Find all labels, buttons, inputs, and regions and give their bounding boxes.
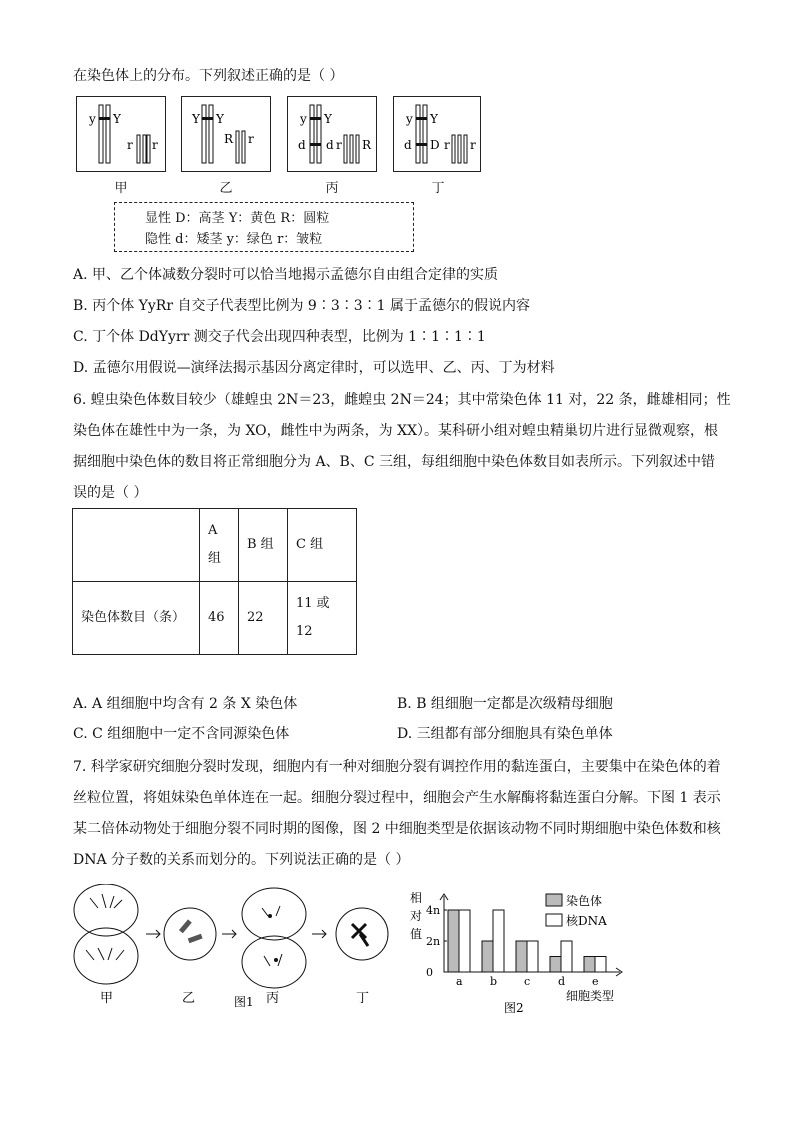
table-header-empty (73, 509, 200, 582)
allele-label: r (470, 138, 476, 152)
fig1-label-bing: 丙 (266, 991, 280, 1006)
figure-1-cell-division (68, 884, 398, 1014)
x-axis-label: 细胞类型 (566, 989, 615, 1003)
y-axis-label-2: 对 (410, 909, 423, 923)
allele-label: Y (113, 112, 121, 126)
y-tick-label: 4n (426, 904, 441, 917)
bar-a-1 (459, 910, 470, 972)
x-tick-label: c (524, 975, 531, 988)
bar-d-0 (550, 957, 561, 973)
legend-recessive: 隐性 d：矮茎 y：绿色 r：皱粒 (145, 232, 323, 247)
allele-label: R (362, 138, 372, 152)
legend-swatch-chromosome (546, 894, 562, 906)
allele-label: d (326, 138, 334, 152)
q6-option-b[interactable]: B. B 组细胞一定都是次级精母细胞 (397, 696, 613, 712)
allele-label: r (248, 132, 254, 146)
allele-label: d (404, 138, 412, 152)
q6-stem-line2: 染色体在雄性中为一条，为 XO，雌性中为两条，为 XX）。某科研小组对蝗虫精巢切片进行显微观察，根 (73, 423, 719, 439)
cell-jia-drawing (74, 884, 138, 984)
cell-yi-diagram (181, 96, 271, 172)
y-axis-label-1: 相 (410, 891, 423, 905)
q6-stem-line3: 据细胞中染色体的数目将正常细胞分为 A、B、C 三组，每组细胞中染色体数目如表所示。下列叙述中错 (73, 454, 716, 470)
table-header-a: A 组 (200, 509, 239, 582)
x-tick-label: b (490, 975, 498, 988)
allele-label: y (89, 112, 96, 126)
q7-stem-line4: DNA 分子数的关系而划分的。下列说法正确的是（ ） (73, 852, 410, 868)
fig1-label-yi: 乙 (182, 991, 196, 1006)
q5-option-d[interactable]: D. 孟德尔用假说—演绎法揭示基因分离定律时，可以选甲、乙、丙、丁为材料 (73, 360, 555, 376)
q5-option-a[interactable]: A. 甲、乙个体减数分裂时可以恰当地揭示孟德尔自由组合定律的实质 (73, 267, 499, 283)
allele-label: r (152, 138, 158, 152)
fig1-label-ding: 丁 (356, 991, 370, 1006)
q6-option-a[interactable]: A. A 组细胞中均含有 2 条 X 染色体 (73, 696, 298, 712)
allele-label: Y (216, 112, 224, 126)
chromosome-diagram (182, 97, 270, 171)
table-cell-a: 46 (200, 582, 239, 655)
allele-label: d (298, 138, 306, 152)
figure-2-bar-chart (406, 888, 636, 1018)
fig2-caption: 图2 (504, 1001, 524, 1015)
legend-dominant: 显性 D：高茎 Y：黄色 R：圆粒 (145, 211, 330, 226)
cell-ding-drawing (336, 908, 388, 960)
fig1-label-jia: 甲 (100, 991, 114, 1006)
cell-bing-diagram (287, 96, 377, 172)
q7-stem-line3: 某二倍体动物处于细胞分裂不同时期的图像，图 2 中细胞类型是依据该动物不同时期细胞中染色体数和核 (73, 821, 721, 837)
cell-jia-diagram (76, 96, 166, 172)
x-tick-label: a (456, 975, 463, 988)
cell-bing-drawing (242, 888, 306, 988)
bar-b-1 (493, 910, 504, 972)
legend-dna: 核DNA (566, 914, 607, 928)
allele-label: R (224, 132, 234, 146)
bar-c-1 (527, 941, 538, 972)
q5-option-b[interactable]: B. 丙个体 YyRr 自交子代表型比例为 9∶3∶3∶1 属于孟德尔的假说内容 (73, 298, 531, 314)
allele-label: r (336, 138, 342, 152)
bar-d-1 (561, 941, 572, 972)
table-row (73, 582, 357, 655)
cell-label-jia: 甲 (114, 181, 128, 196)
allele-label: Y (324, 112, 332, 126)
bar-b-0 (482, 941, 493, 972)
cell-yi-drawing (164, 908, 216, 960)
table-header-b: B 组 (239, 509, 288, 582)
chromosome-diagram (77, 97, 165, 171)
q7-stem-line2: 丝粒位置，将姐妹染色单体连在一起。细胞分裂过程中，细胞会产生水解酶将黏连蛋白分解。下图 1 表示 (73, 790, 721, 806)
table-header-row (73, 509, 357, 582)
y-tick-label: 0 (426, 966, 433, 979)
x-tick-label: e (592, 975, 599, 988)
q6-stem-line1: 6. 蝗虫染色体数目较少（雄蝗虫 2N＝23，雌蝗虫 2N＝24；其中常染色体 11 对，22 条，雌雄相同；性 (73, 392, 731, 408)
table-row-label: 染色体数目（条） (73, 582, 200, 655)
chromosome-diagram (288, 97, 376, 171)
allele-label: Y (192, 112, 200, 126)
chromosome-diagram (394, 97, 480, 171)
q7-stem-line1: 7. 科学家研究细胞分裂时发现，细胞内有一种对细胞分裂有调控作用的黏连蛋白，主要集中在染色体的着 (73, 759, 721, 775)
allele-label: Y (430, 112, 438, 126)
table-cell-c: 11 或 12 (288, 582, 357, 655)
allele-label: r (444, 138, 450, 152)
legend-chromosome: 染色体 (566, 894, 603, 908)
allele-label: r (127, 138, 133, 152)
bar-c-0 (516, 941, 527, 972)
q5-stem: 在染色体上的分布。下列叙述正确的是（ ） (73, 68, 344, 84)
chromosome-count-table (72, 508, 357, 655)
y-tick-label: 2n (426, 935, 441, 948)
cell-label-yi: 乙 (219, 181, 233, 196)
bar-e-0 (584, 957, 595, 973)
cell-ding-diagram (393, 96, 481, 172)
allele-label: y (406, 112, 413, 126)
allele-label: y (300, 112, 307, 126)
bar-e-1 (595, 957, 606, 973)
allele-label: D (430, 138, 440, 152)
bar-a-0 (448, 910, 459, 972)
q6-stem-line4: 误的是（ ） (73, 485, 148, 501)
x-tick-label: d (558, 975, 566, 988)
q6-option-d[interactable]: D. 三组都有部分细胞具有染色单体 (397, 726, 613, 742)
q6-option-c[interactable]: C. C 组细胞中一定不含同源染色体 (73, 726, 290, 742)
trait-legend (114, 202, 414, 252)
y-axis-label-3: 值 (410, 927, 423, 941)
cell-label-ding: 丁 (431, 181, 445, 196)
table-header-c: C 组 (288, 509, 357, 582)
cell-label-bing: 丙 (325, 181, 339, 196)
legend-swatch-dna (546, 914, 562, 926)
q5-option-c[interactable]: C. 丁个体 DdYyrr 测交子代会出现四种表型，比例为 1∶1∶1∶1 (73, 329, 486, 345)
fig1-caption: 图1 (234, 995, 254, 1009)
table-cell-b: 22 (239, 582, 288, 655)
